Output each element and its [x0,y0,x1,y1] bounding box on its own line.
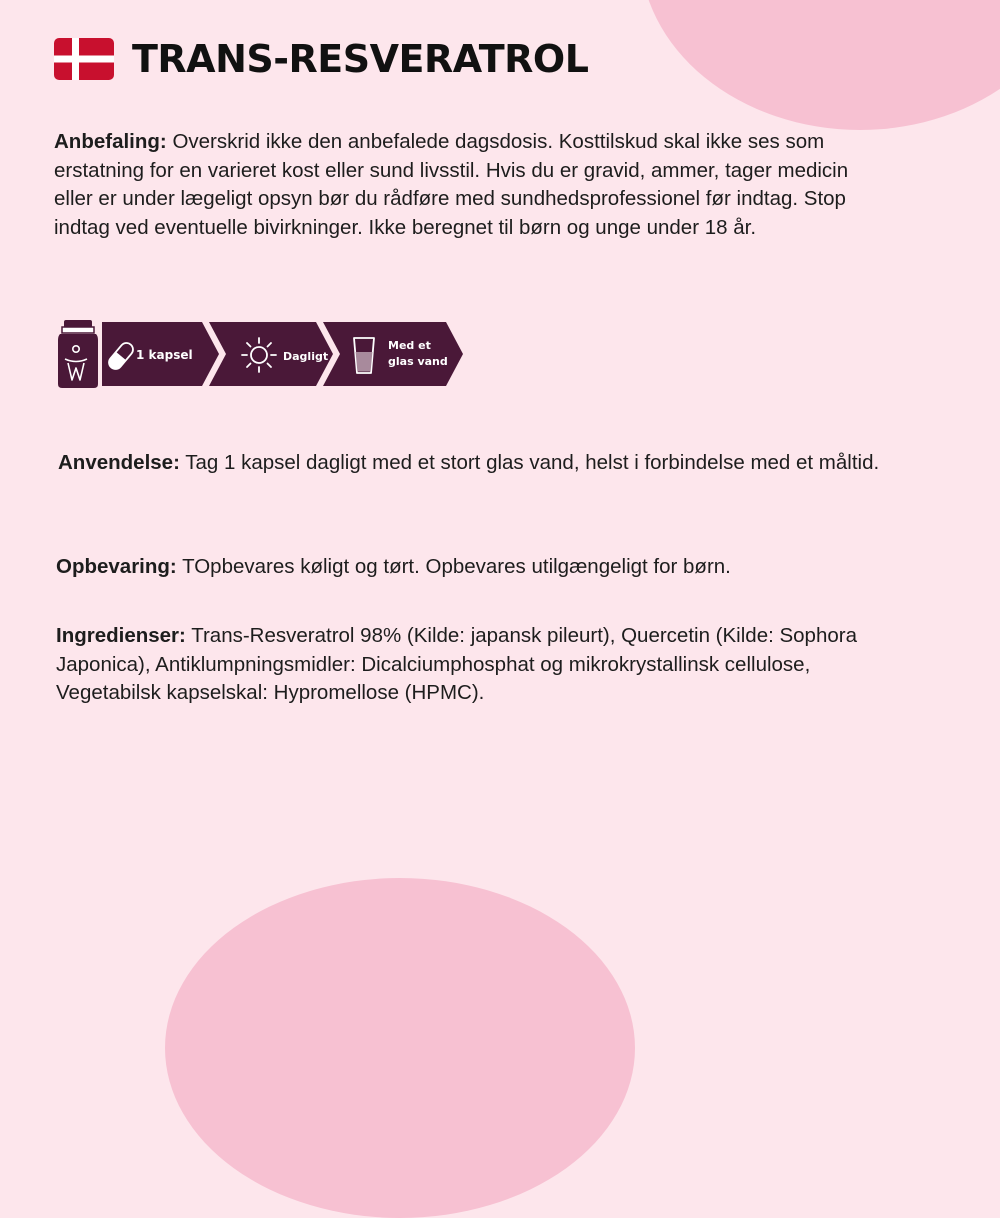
decorative-blob-bottom [165,878,635,1218]
ingredients-text: Trans-Resveratrol 98% (Kilde: japansk pileurt), Quercetin (Kilde: Sophora Japonica), Antiklumpningsmidler: Dicalciumphosphat og mikrokrystallinsk cellulose, Vegetabilsk kapselskal: Hypromellose (HPMC). [56,624,857,704]
usage-text: Tag 1 kapsel dagligt med et stort glas vand, helst i forbindelse med et måltid. [179,451,880,474]
storage-label: Opbevaring: [56,555,177,578]
recommendation-paragraph [54,128,874,242]
ingredients-label: Ingredienser: [56,624,186,647]
storage-text: TOpbevares køligt og tørt. Opbevares utilgængeligt for børn. [176,555,731,578]
usage-instructions-strip [56,318,468,390]
recommendation-text: Overskrid ikke den anbefalede dagsdosis. Kosttilskud skal ikke ses som erstatning for en varieret kost eller sund livsstil. Hvis du er gravid, ammer, tager medicin eller er under lægeligt opsyn bør du rådføre med sundhedsprofessionel før indtag. Stop indtag ved eventuelle bivirkninger. Ikke beregnet til børn og unge under 18 år. [54,130,849,239]
ingredients-paragraph [56,622,886,708]
decorative-blob-top [640,0,1000,130]
storage-paragraph [56,553,956,582]
usage-paragraph [58,449,958,478]
usage-step-3-label-line1: Med et [388,339,431,352]
usage-step-1-label: 1 kapsel [136,348,193,362]
denmark-flag-icon [54,38,114,80]
usage-label: Anvendelse: [58,451,180,474]
supplement-bottle-icon [58,320,98,388]
page-header [54,37,588,81]
usage-step-3-label-line2: glas vand [388,355,448,368]
recommendation-label: Anbefaling: [54,130,167,153]
usage-step-2-label: Dagligt [283,350,329,363]
page-title: TRANS-RESVERATROL [132,37,589,81]
